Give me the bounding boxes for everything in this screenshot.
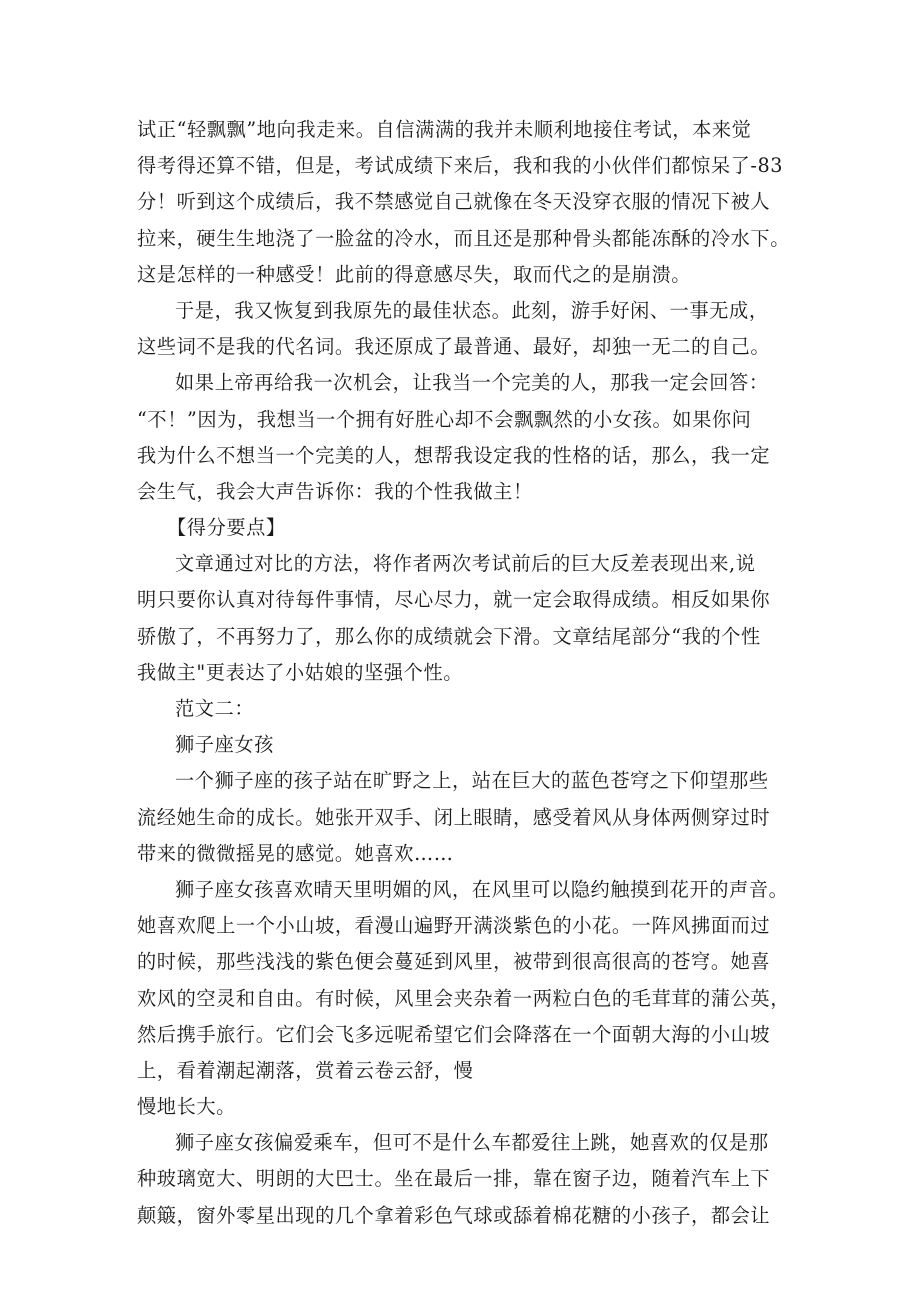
text-line: 我为什么不想当一个完美的人，想帮我设定我的性格的话，那么，我一定 [137,443,771,467]
text-line: 带来的微微摇晃的感觉。她喜欢…… [137,841,454,865]
text-line: 文章通过对比的方法，将作者两次考试前后的巨大反差表现出来,说 [175,552,756,576]
text-line: 我做主"更表达了小姑娘的坚强个性。 [137,660,464,684]
text-line: 于是，我又恢复到我原先的最佳状态。此刻，游手好闲、一事无成， [175,298,769,322]
text-line: “不！”因为，我想当一个拥有好胜心却不会飘飘然的小女孩。如果你问 [137,407,752,431]
text-line: 一个狮子座的孩子站在旷野之上，站在巨大的蓝色苍穹之下仰望那些 [175,769,769,793]
text-line: 这些词不是我的代名词。我还原成了最普通、最好，却独一无二的自己。 [137,335,771,359]
text-line: 流经她生命的成长。她张开双手、闭上眼睛，感受着风从身体两侧穿过时 [137,805,771,829]
text-line: 上，看着潮起潮落，赏着云卷云舒，慢 [137,1058,474,1082]
text-line: 如果上帝再给我一次机会，让我当一个完美的人，那我一定会回答： [175,371,769,395]
text-line: 慢地长大。 [137,1095,236,1119]
text-line: 分！听到这个成绩后，我不禁感觉自己就像在冬天没穿衣服的情况下被人 [137,190,771,214]
text-line: 然后携手旅行。它们会飞多远呢希望它们会降落在一个面朝大海的小山坡 [137,1022,771,1046]
text-line: 拉来，硬生生地浇了一脸盆的冷水，而且还是那种骨头都能冻酥的冷水下。 [137,226,790,250]
text-line: 种玻璃宽大、明朗的大巴士。坐在最后一排，靠在窗子边，随着汽车上下 [137,1167,771,1191]
text-line: 得考得还算不错，但是，考试成绩下来后，我和我的小伙伴们都惊呆了-83 [137,154,784,178]
text-line: 狮子座女孩喜欢晴天里明媚的风，在风里可以隐约触摸到花开的声音。 [175,877,789,901]
text-line: 她喜欢爬上一个小山坡，看漫山遍野开满淡紫色的小花。一阵风拂面而过 [137,914,771,938]
text-line: 【得分要点】 [167,516,286,540]
text-line: 会生气，我会大声告诉你：我的个性我做主！ [137,479,533,503]
text-line: 颠簸，窗外零星出现的几个拿着彩色气球或舔着棉花糖的小孩子，都会让 [137,1203,771,1227]
text-line: 的时候，那些浅浅的紫色便会蔓延到风里，被带到很高很高的苍穹。她喜 [137,950,771,974]
text-line: 范文二： [175,697,255,720]
document-page [137,112,797,1234]
text-line: 明只要你认真对待每件事情，尽心尽力，就一定会取得成绩。相反如果你 [137,588,771,612]
text-line: 欢风的空灵和自由。有时候，风里会夹杂着一两粒白色的毛茸茸的蒲公英， [137,986,790,1010]
text-line: 试正“轻飘飘”地向我走来。自信满满的我并未顺利地接住考试，本来觉 [137,118,752,141]
text-line: 狮子座女孩偏爱乘车，但可不是什么车都爱往上跳，她喜欢的仅是那 [175,1131,769,1155]
text-line: 这是怎样的一种感受！此前的得意感尽失，取而代之的是崩溃。 [137,262,692,286]
text-line: 骄傲了，不再努力了，那么你的成绩就会下滑。文章结尾部分“我的个性 [137,624,761,648]
text-line: 狮子座女孩 [175,733,274,757]
